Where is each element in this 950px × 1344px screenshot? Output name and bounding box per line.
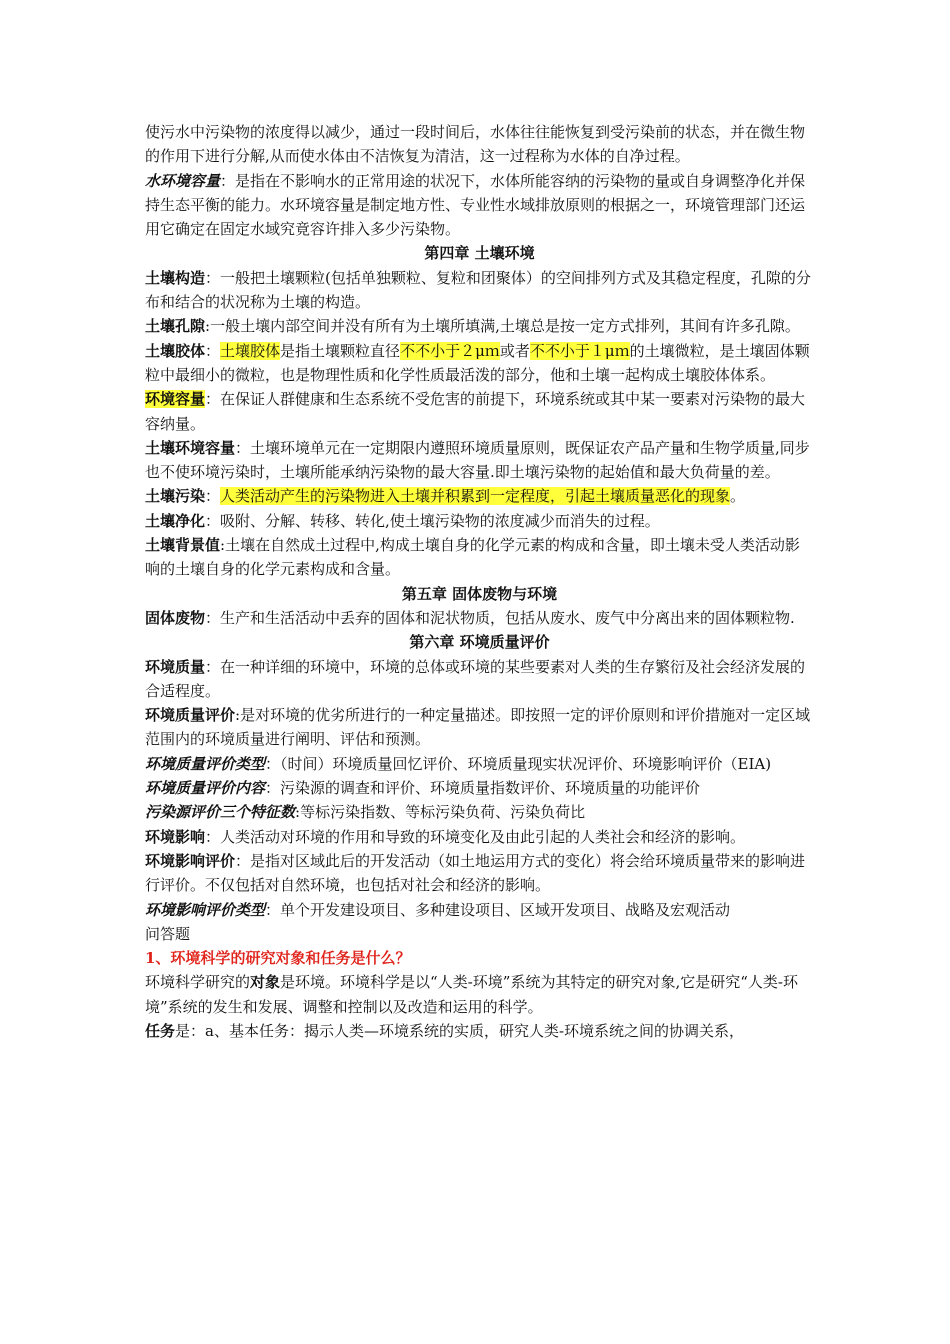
- term-label: 土壤胶体: [145, 341, 206, 360]
- definition-text: 在保证人群健康和生态系统不受危害的前提下，环境系统或其中某一要素对污染物的最大容纳量。: [145, 390, 806, 433]
- definition-impact-eval-types: [145, 898, 814, 922]
- term-label: 环境质量评价内容: [145, 779, 266, 798]
- highlight-text: 土壤胶体: [220, 341, 281, 360]
- definition-text: 等标污染指数、等标污染负荷、污染负荷比: [300, 803, 586, 822]
- definition-soil-purify: [145, 509, 814, 533]
- definition-text: 的土壤微粒，是土壤固体颗粒中最细小的微粒，也是物理性质和化学性质最活泼的部分，他和土壤一起构成土壤胶体体系。: [145, 341, 810, 384]
- definition-text: 是指对区域此后的开发活动（如土地运用方式的变化）将会给环境质量带来的影响进行评价。不仅包括对自然环境，也包括对社会和经济的影响。: [145, 851, 806, 895]
- definition-text: 土壤在自然成土过程中,构成土壤自身的化学元素的构成和含量，即土壤未受人类活动影响的土壤自身的化学元素构成和含量。: [145, 536, 800, 579]
- term-label: 环境容量: [145, 390, 206, 409]
- chapter-6-title: 第六章 环境质量评价: [409, 633, 550, 652]
- term-separator: ：: [265, 754, 281, 773]
- term-separator: :: [205, 317, 211, 336]
- term-label: 环境质量评价类型: [145, 754, 266, 773]
- term-separator: ：: [205, 390, 221, 409]
- definition-soil-pollution: [145, 484, 814, 508]
- definition-eval-content: [145, 776, 814, 800]
- definition-text: 。: [730, 487, 746, 506]
- definition-env-impact: [145, 825, 814, 849]
- definition-text: 单个开发建设项目、多种建设项目、区域开发项目、战略及宏观活动: [280, 900, 731, 919]
- term-separator: ：: [265, 779, 281, 798]
- answer-1-task: [145, 1019, 814, 1043]
- term-label: 固体废物: [145, 608, 206, 627]
- highlight-text: 人类活动产生的污染物进入土壤并积累到一定程度，引起土壤质量恶化的现象: [220, 487, 731, 506]
- definition-text: 人类活动对环境的作用和导致的环境变化及由此引起的人类社会和经济的影响。: [220, 827, 746, 846]
- definition-text: 土壤环境单元在一定期限内遵照环境质量原则，既保证农产品产量和生物学质量,同步也不使环境污染时，土壤所能承纳污染物的最大容量.即土壤污染物的起始值和最大负荷量的差。: [145, 438, 810, 482]
- term-label: 土壤净化: [145, 511, 206, 530]
- term-label: 环境影响评价类型: [145, 900, 266, 919]
- answer-text: 环境科学研究的: [145, 973, 251, 992]
- term-separator: ：: [205, 487, 221, 506]
- definition-soil-pore: [145, 314, 814, 338]
- term-separator: ：: [235, 851, 251, 870]
- definition-text: 生产和生活活动中丢弃的固体和泥状物质，包括从废水、废气中分离出来的固体颗粒物.: [220, 608, 795, 627]
- definition-env-impact-eval: [145, 849, 814, 898]
- definition-solid-waste: [145, 606, 814, 630]
- term-label: 水环境容量: [145, 171, 221, 190]
- answer-keyword: 任务: [145, 1021, 176, 1040]
- term-separator: ：: [220, 171, 236, 190]
- term-label: 土壤污染: [145, 487, 206, 506]
- paragraph-self-purification: 使污水中污染物的浓度得以减少，通过一段时间后，水体往往能恢复到受污染前的状态，并在微生物的作用下进行分解,从而使水体由不洁恢复为清洁，这一过程称为水体的自净过程。: [145, 123, 806, 166]
- definition-soil-structure: [145, 266, 814, 315]
- term-separator: ：: [205, 608, 221, 627]
- term-separator: :: [220, 536, 226, 555]
- definition-env-capacity: [145, 387, 814, 436]
- definition-pollution-source: [145, 800, 814, 824]
- definition-water-capacity: [145, 169, 814, 242]
- definition-text: 是指在不影响水的正常用途的状况下，水体所能容纳的污染物的量或自身调整净化并保持生态平衡的能力。水环境容量是制定地方性、专业性水域排放原则的根据之一，环境管理部门还运用它确定在固定水域究竟容许排入多少污染物。: [145, 171, 806, 239]
- term-label: 土壤环境容量: [145, 438, 236, 457]
- highlight-text: 不不小于１μｍ: [529, 341, 630, 360]
- chapter-4-title: 第四章 土壤环境: [424, 244, 535, 263]
- definition-eval-types: [145, 752, 814, 776]
- term-separator: ：: [205, 341, 221, 360]
- term-label: 环境质量: [145, 657, 206, 676]
- definition-env-quality: [145, 655, 814, 704]
- definition-text: 或者: [499, 341, 530, 360]
- term-separator: ：: [235, 438, 251, 457]
- question-1: 1、环境科学的研究对象和任务是什么？: [145, 949, 411, 968]
- term-separator: ：: [205, 657, 221, 676]
- term-separator: :: [295, 803, 301, 822]
- qa-heading: 问答题: [145, 924, 191, 943]
- answer-text: 是环境。环境科学是以“人类-环境”系统为其特定的研究对象,它是研究“人类-环境”系统的发生和发展、调整和控制以及改造和运用的科学。: [145, 973, 798, 1016]
- term-label: 土壤背景值: [145, 536, 221, 555]
- definition-text: 污染源的调查和评价、环境质量指数评价、环境质量的功能评价: [280, 779, 701, 798]
- definition-text: 在一种详细的环境中，环境的总体或环境的某些要素对人类的生存繁衍及社会经济发展的合适程度。: [145, 657, 806, 700]
- chapter-5-title: 第五章 固体废物与环境: [401, 584, 558, 603]
- answer-keyword: 对象: [250, 973, 281, 992]
- term-separator: ：: [205, 827, 221, 846]
- term-separator: :: [235, 706, 241, 725]
- term-label: 土壤构造: [145, 268, 206, 287]
- definition-text: （时间）环境质量回忆评价、环境质量现实状况评价、环境影响评价（EIA): [280, 754, 772, 773]
- term-separator: ：: [205, 268, 221, 287]
- term-label: 环境影响评价: [145, 851, 236, 870]
- term-label: 污染源评价三个特征数: [145, 803, 296, 822]
- term-label: 环境质量评价: [145, 706, 236, 725]
- answer-text: 是：a、基本任务：揭示人类—环境系统的实质，研究人类-环境系统之间的协调关系，: [175, 1021, 745, 1040]
- answer-1-object: [145, 970, 814, 1019]
- definition-soil-colloid: [145, 339, 814, 388]
- term-separator: ：: [265, 900, 281, 919]
- definition-text: 是指土壤颗粒直径: [280, 341, 401, 360]
- term-separator: ：: [205, 511, 221, 530]
- definition-text: 一般把土壤颗粒(包括单独颗粒、复粒和团聚体）的空间排列方式及其稳定程度，孔隙的分布和结合的状况称为土壤的构造。: [145, 268, 811, 312]
- term-label: 土壤孔隙: [145, 317, 206, 336]
- definition-text: 一般土壤内部空间并没有所有为土壤所填满,土壤总是按一定方式排列，其间有许多孔隙。: [210, 317, 800, 336]
- definition-soil-background: [145, 533, 814, 582]
- definition-env-quality-eval: [145, 703, 814, 752]
- definition-text: 是对环境的优劣所进行的一种定量描述。即按照一定的评价原则和评价措施对一定区域范围内的环境质量进行阐明、评估和预测。: [145, 706, 811, 749]
- definition-soil-env-capacity: [145, 436, 814, 485]
- highlight-text: 不不小于２μｍ: [400, 341, 500, 360]
- term-label: 环境影响: [145, 827, 206, 846]
- definition-text: 吸附、分解、转移、转化,使土壤污染物的浓度减少而消失的过程。: [220, 511, 660, 530]
